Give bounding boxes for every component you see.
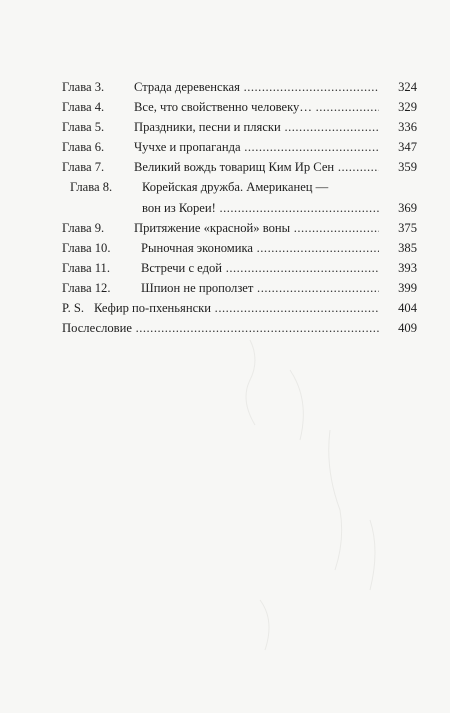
toc-entry-chapter-4 (62, 97, 417, 117)
toc-entry-chapter-6 (62, 137, 417, 157)
chapter-label: Глава 7. (62, 160, 105, 175)
page-number: 347 (398, 140, 417, 155)
chapter-title: Послесловие (62, 321, 132, 336)
table-of-contents (62, 77, 417, 338)
chapter-title: Притяжение «красной» воны (134, 220, 291, 235)
page-number: 336 (398, 120, 417, 135)
chapter-title: Праздники, песни и пляски (134, 120, 281, 135)
toc-entry-ps (62, 298, 417, 318)
toc-entry-chapter-12 (62, 278, 417, 298)
page-number: 359 (398, 160, 417, 175)
chapter-title: Рыночная экономика (141, 240, 253, 255)
toc-entry-chapter-3 (62, 77, 417, 97)
toc-entry-chapter-9 (62, 218, 417, 238)
chapter-label: Глава 4. (62, 100, 105, 115)
page-number: 399 (398, 280, 417, 295)
toc-entry-chapter-11 (62, 258, 417, 278)
page-number: 324 (398, 80, 417, 94)
chapter-title: Шпион не проползет (141, 280, 254, 295)
page-number: 409 (398, 321, 417, 336)
chapter-label: Глава 6. (62, 140, 105, 155)
page-number: 375 (398, 220, 417, 235)
chapter-title: Чучхе и пропаганда (134, 140, 241, 155)
chapter-label: Глава 11. (62, 260, 111, 275)
page-number: 385 (398, 240, 417, 255)
page-number: 369 (398, 200, 417, 215)
toc-entry-chapter-5 (62, 117, 417, 137)
toc-entry-chapter-10 (62, 238, 417, 258)
chapter-label: P. S. (62, 301, 85, 316)
chapter-title: Встречи с едой (141, 260, 223, 275)
chapter-label: Глава 8. (70, 180, 113, 195)
chapter-title-line-1: Корейская дружба. Американец — (142, 180, 329, 195)
toc-entry-chapter-7 (62, 157, 417, 177)
page-number: 393 (398, 260, 417, 275)
chapter-title: Великий вождь товарищ Ким Ир Сен (134, 160, 335, 175)
toc-entry-afterword (62, 318, 417, 338)
chapter-label: Глава 10. (62, 240, 111, 255)
chapter-title: Кефир по-пхеньянски (94, 301, 212, 316)
toc-entry-chapter-8 (62, 177, 417, 217)
page-number: 329 (398, 100, 417, 115)
chapter-label: Глава 12. (62, 280, 111, 295)
chapter-title-line-2: вон из Кореи! (142, 200, 216, 215)
chapter-label: Глава 9. (62, 220, 105, 235)
chapter-label: Глава 3. (62, 80, 105, 94)
chapter-label: Глава 5. (62, 120, 105, 135)
chapter-title: Страда деревенская (134, 80, 240, 94)
page-number: 404 (398, 301, 417, 316)
chapter-title: Все, что свойственно человеку… (134, 100, 312, 115)
